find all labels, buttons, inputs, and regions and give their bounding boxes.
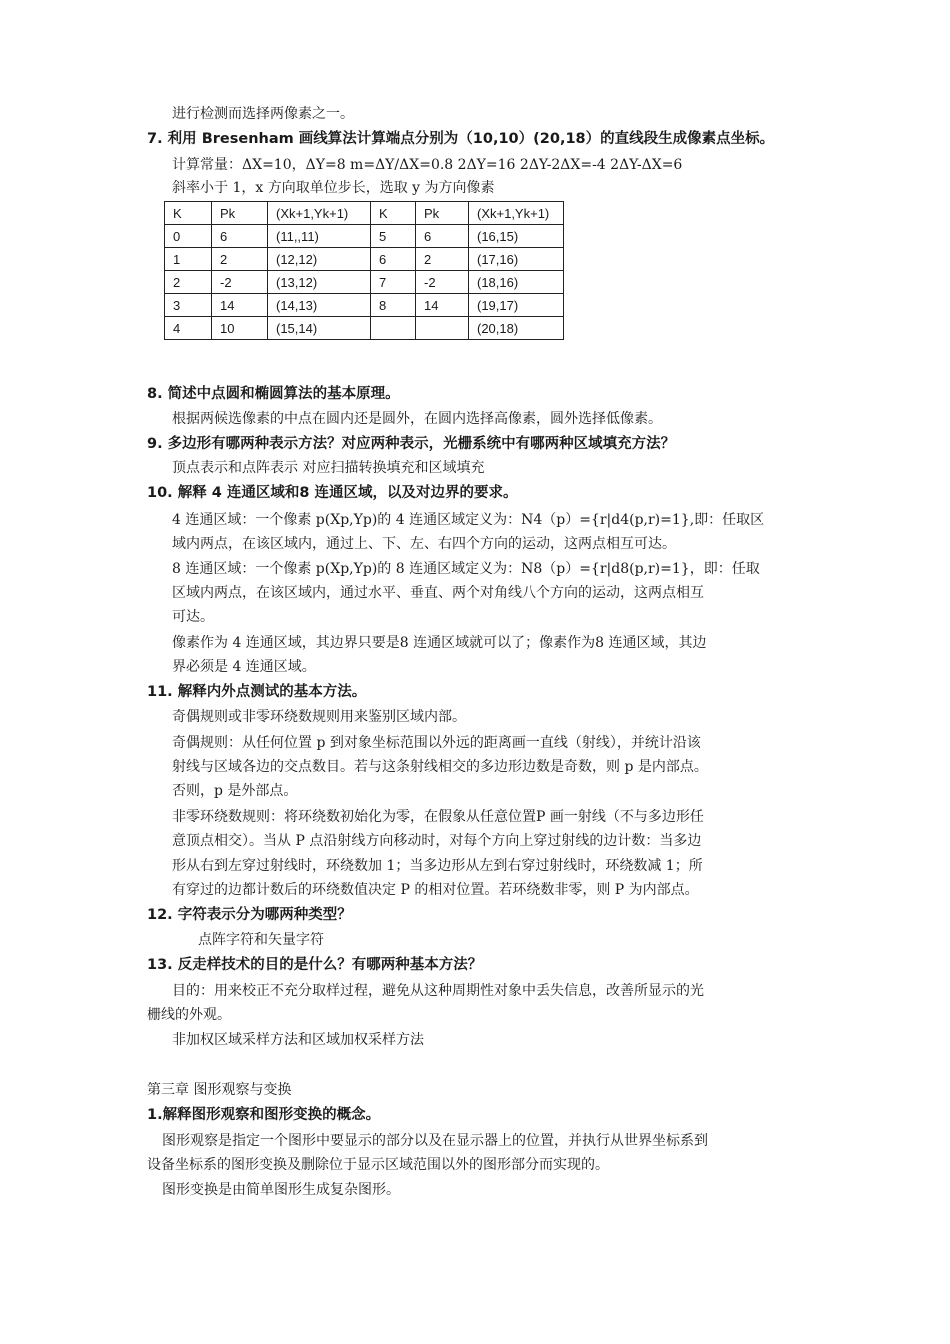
- table-cell: (17,16): [469, 248, 564, 271]
- q11-answer-line: 有穿过的边都计数后的环绕数值决定 P 的相对位置。若环绕数非零，则 P 为内部点。: [172, 882, 699, 898]
- table-cell: (Xk+1,Yk+1): [469, 202, 564, 225]
- table-cell: 14: [212, 294, 268, 317]
- table-cell: (14,13): [268, 294, 371, 317]
- chapter-3-question-1-heading: 1.解释图形观察和图形变换的概念。: [147, 1107, 381, 1123]
- q10-answer-line: 界必须是 4 连通区域。: [172, 659, 316, 675]
- table-cell: 4: [165, 317, 212, 340]
- bresenham-table: [164, 201, 564, 340]
- q7-constants: 计算常量：ΔX=10，ΔY=8 m=ΔY/ΔX=0.8 2ΔY=16 2ΔY-2ΔX=-4 2ΔY-ΔX=6: [172, 157, 683, 173]
- ch3-answer-line: 图形观察是指定一个图形中要显示的部分以及在显示器上的位置，并执行从世界坐标系到: [162, 1133, 708, 1149]
- intro-line: 进行检测而选择两像素之一。: [172, 106, 354, 122]
- table-cell: 7: [371, 271, 416, 294]
- table-cell: 2: [212, 248, 268, 271]
- table-cell: 6: [212, 225, 268, 248]
- table-cell: (15,14): [268, 317, 371, 340]
- question-12-heading: 12. 字符表示分为哪两种类型？: [147, 907, 352, 923]
- table-cell: (13,12): [268, 271, 371, 294]
- question-9-heading: 9. 多边形有哪两种表示方法？对应两种表示，光栅系统中有哪两种区域填充方法？: [147, 436, 676, 452]
- table-row: [165, 317, 564, 340]
- q10-answer-line: 区域内两点，在该区域内，通过水平、垂直、两个对角线八个方向的运动，这两点相互: [172, 585, 704, 601]
- table-cell: -2: [212, 271, 268, 294]
- question-7-heading: 7. 利用 Bresenham 画线算法计算端点分别为（10,10）(20,18）的直线段生成像素点坐标。: [147, 131, 775, 147]
- chapter-3-title: 第三章 图形观察与变换: [147, 1082, 292, 1098]
- q11-answer-line: 意顶点相交）。当从 P 点沿射线方向移动时，对每个方向上穿过射线的边计数：当多边: [172, 833, 702, 849]
- q11-answer-line: 非零环绕数规则：将环绕数初始化为零，在假象从任意位置P 画一射线（不与多边形任: [172, 809, 704, 825]
- q11-answer-line: 奇偶规则：从任何位置 p 到对象坐标范围以外远的距离画一直线（射线），并统计沿该: [172, 735, 701, 751]
- table-cell: Pk: [212, 202, 268, 225]
- table-cell: (Xk+1,Yk+1): [268, 202, 371, 225]
- ch3-answer-line: 图形变换是由简单图形生成复杂图形。: [162, 1182, 400, 1198]
- table-cell: [416, 317, 469, 340]
- table-cell: 14: [416, 294, 469, 317]
- table-cell: 8: [371, 294, 416, 317]
- question-8-heading: 8. 简述中点圆和椭圆算法的基本原理。: [147, 386, 400, 402]
- question-13-heading: 13. 反走样技术的目的是什么？有哪两种基本方法？: [147, 957, 483, 973]
- q10-answer-line: 4 连通区域：一个像素 p(Xp,Yp)的 4 连通区域定义为：N4（p）={r|d4(p,r)=1},即：任取区: [172, 512, 765, 528]
- table-cell: K: [165, 202, 212, 225]
- table-cell: (19,17): [469, 294, 564, 317]
- table-cell: 10: [212, 317, 268, 340]
- table-cell: Pk: [416, 202, 469, 225]
- q13-answer-line: 目的：用来校正不充分取样过程，避免从这种周期性对象中丢失信息，改善所显示的光: [172, 983, 704, 999]
- q13-answer-line: 非加权区域采样方法和区域加权采样方法: [172, 1032, 424, 1048]
- q11-answer-line: 奇偶规则或非零环绕数规则用来鉴别区域内部。: [172, 709, 466, 725]
- q10-answer-line: 可达。: [172, 609, 214, 625]
- q11-answer-line: 否则，p 是外部点。: [172, 783, 298, 799]
- q12-answer: 点阵字符和矢量字符: [198, 932, 324, 948]
- table-cell: [371, 317, 416, 340]
- q13-answer-line: 栅线的外观。: [147, 1007, 231, 1023]
- table-row: [165, 225, 564, 248]
- table-cell: -2: [416, 271, 469, 294]
- table-cell: (18,16): [469, 271, 564, 294]
- table-cell: 2: [165, 271, 212, 294]
- q11-answer-line: 射线与区域各边的交点数目。若与这条射线相交的多边形边数是奇数，则 p 是内部点。: [172, 759, 708, 775]
- table-cell: K: [371, 202, 416, 225]
- q10-answer-line: 像素作为 4 连通区域，其边界只要是8 连通区域就可以了；像素作为8 连通区域，其边: [172, 635, 707, 651]
- table-header-row: [165, 202, 564, 225]
- table-cell: (11,,11): [268, 225, 371, 248]
- q10-answer-line: 域内两点，在该区域内，通过上、下、左、右四个方向的运动，这两点相互可达。: [172, 536, 676, 552]
- table-cell: 1: [165, 248, 212, 271]
- q10-answer-line: 8 连通区域：一个像素 p(Xp,Yp)的 8 连通区域定义为：N8（p）={r|d8(p,r)=1}，即：任取: [172, 561, 760, 577]
- table-cell: (12,12): [268, 248, 371, 271]
- question-10-heading: 10. 解释 4 连通区域和8 连通区域，以及对边界的要求。: [147, 485, 518, 501]
- table-cell: (16,15): [469, 225, 564, 248]
- table-cell: 5: [371, 225, 416, 248]
- question-11-heading: 11. 解释内外点测试的基本方法。: [147, 684, 367, 700]
- q9-answer: 顶点表示和点阵表示 对应扫描转换填充和区域填充: [172, 460, 485, 476]
- table-cell: 2: [416, 248, 469, 271]
- table-cell: 0: [165, 225, 212, 248]
- table-row: [165, 248, 564, 271]
- q7-slope-note: 斜率小于 1，x 方向取单位步长，选取 y 为方向像素: [172, 180, 495, 196]
- table-cell: 3: [165, 294, 212, 317]
- ch3-answer-line: 设备坐标系的图形变换及删除位于显示区域范围以外的图形部分而实现的。: [147, 1157, 609, 1173]
- table-cell: 6: [371, 248, 416, 271]
- table-row: [165, 271, 564, 294]
- q8-answer: 根据两候选像素的中点在圆内还是圆外，在圆内选择高像素，圆外选择低像素。: [172, 411, 662, 427]
- q11-answer-line: 形从右到左穿过射线时，环绕数加 1；当多边形从左到右穿过射线时，环绕数减 1；所: [172, 858, 703, 874]
- table-cell: (20,18): [469, 317, 564, 340]
- table-cell: 6: [416, 225, 469, 248]
- table-row: [165, 294, 564, 317]
